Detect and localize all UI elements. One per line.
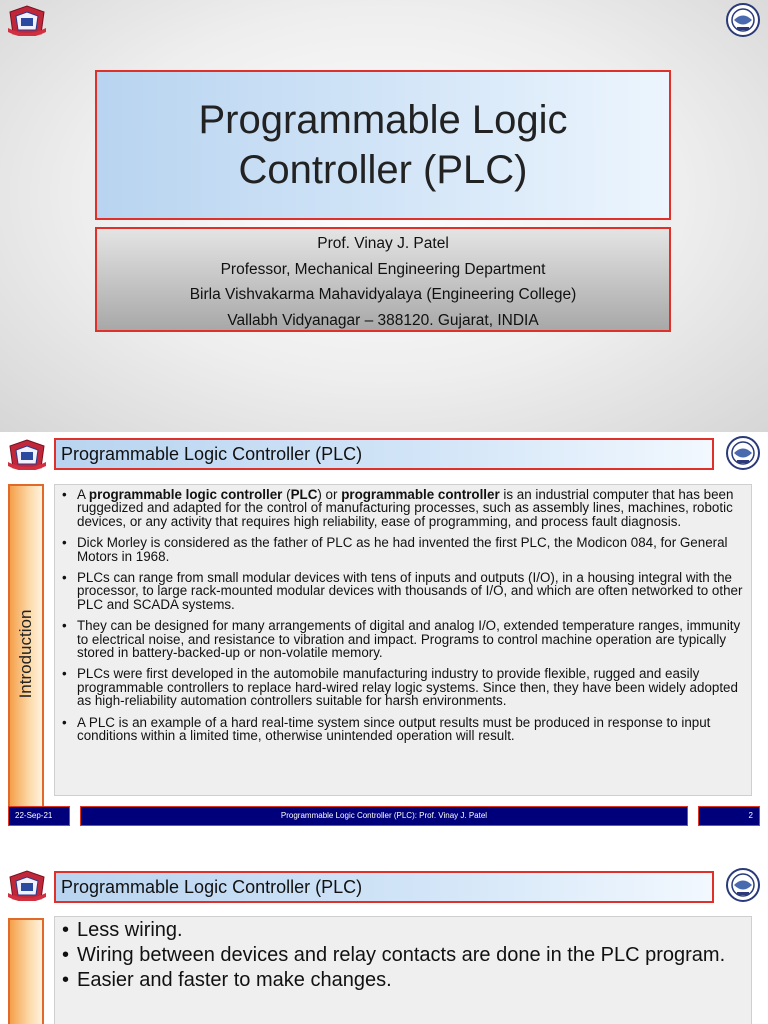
title-box (95, 70, 671, 220)
section-label-box (8, 484, 44, 824)
introduction-slide (0, 434, 768, 862)
bullet-icon: • (62, 714, 67, 730)
section-label-box (8, 918, 44, 1024)
slide-heading: Programmable Logic Controller (PLC) (54, 871, 714, 903)
footer-date: 22-Sep-21 (8, 806, 70, 826)
author-box (95, 227, 671, 332)
university-logo-icon (8, 869, 46, 901)
list-item: • PLCs can range from small modular devices with tens of inputs and outputs (I/O), in a housing integral with the processor, to large rack-mounted modular devices with thousands of I/O, and which are often networked to other PLC and SCADA systems. (62, 570, 743, 612)
author-position: Professor, Mechanical Engineering Department (220, 260, 546, 278)
bullet-icon: • (62, 919, 70, 941)
title-slide (0, 0, 768, 432)
slide-title: Programmable Logic Controller (PLC) (198, 98, 568, 192)
list-item: • They can be designed for many arrangements of digital and analog I/O, extended temperature ranges, immunity to electrical noise, and resistance to vibration and impact. Programs to control machine operation are typically stored in battery-backed-up or non-volatile memory. (62, 618, 741, 661)
author-address: Vallabh Vidyanagar – 388120. Gujarat, INDIA (227, 311, 539, 329)
college-logo-icon (726, 3, 760, 37)
bullet-list (55, 917, 751, 991)
slide-heading: Programmable Logic Controller (PLC) (54, 438, 714, 470)
bullet-list (55, 485, 751, 743)
section-label: Introduction (16, 609, 35, 699)
bullet-icon: • (62, 535, 67, 551)
college-logo-icon (726, 436, 760, 470)
university-logo-icon (8, 4, 46, 36)
footer-page-number: 2 (698, 806, 760, 826)
list-item: • A PLC is an example of a hard real-time system since output results must be produced in response to input conditions within a limited time, otherwise unintended operation will result. (62, 714, 711, 744)
slide-footer (0, 806, 768, 828)
bullet-icon: • (62, 666, 67, 682)
list-item: • A programmable logic controller (PLC) or programmable controller is an industrial computer that has been ruggedized and adapted for the control of manufacturing processes, such as assembly lines, machines, robotic devices, or any activity that requires high reliability, ease of programming, and process fault diagnosis. (62, 487, 734, 529)
list-item: • Easier and faster to make changes. (62, 969, 392, 991)
list-item: • Dick Morley is considered as the father of PLC as he had invented the first PLC, the Modicon 084, for General Motors in 1968. (62, 535, 728, 564)
content-box (54, 484, 752, 796)
bullet-icon: • (62, 969, 70, 991)
university-logo-icon (8, 438, 46, 470)
bullet-icon: • (62, 618, 67, 634)
bullet-icon: • (62, 570, 67, 586)
list-item: • Wiring between devices and relay contacts are done in the PLC program. (62, 944, 726, 966)
author-name: Prof. Vinay J. Patel (317, 235, 449, 252)
list-item: • Less wiring. (62, 919, 183, 941)
bullet-icon: • (62, 944, 70, 966)
author-institution: Birla Vishvakarma Mahavidyalaya (Engineering College) (189, 286, 577, 303)
advantages-slide (0, 866, 768, 1024)
footer-title: Programmable Logic Controller (PLC): Prof. Vinay J. Patel (80, 806, 688, 826)
content-box (54, 916, 752, 1024)
bullet-icon: • (62, 487, 67, 502)
list-item: • PLCs were first developed in the automobile manufacturing industry to provide flexible, rugged and easily programmable controllers to replace hard-wired relay logic systems. Since then, they have been widely adopted as high-reliability automation controllers suitable for harsh environments. (62, 666, 738, 709)
college-logo-icon (726, 868, 760, 902)
